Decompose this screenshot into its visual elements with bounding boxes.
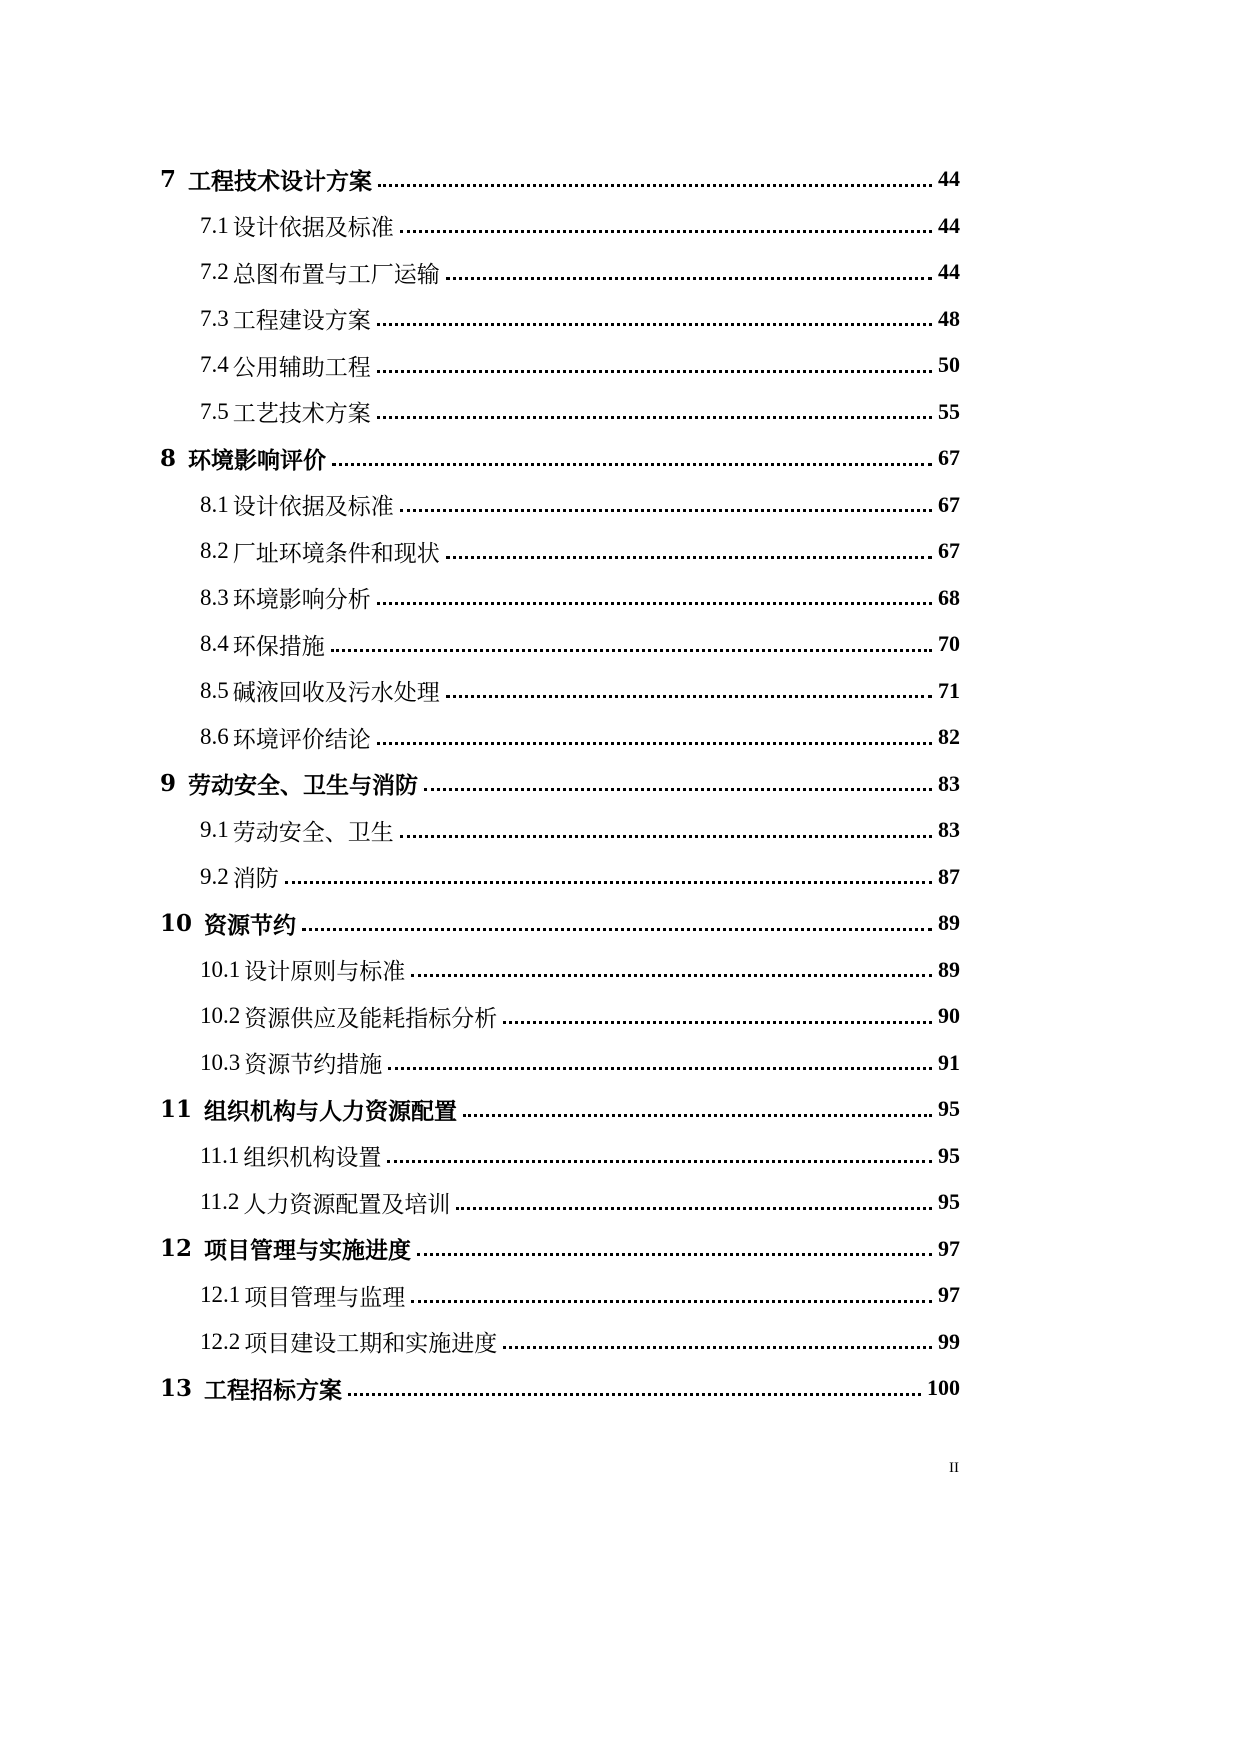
toc-entry-page: 90 [938, 1003, 960, 1029]
toc-entry-page: 67 [938, 491, 960, 517]
toc-entry-page: 97 [938, 1282, 960, 1308]
toc-section-entry[interactable] [160, 575, 960, 622]
dot-leader [503, 1021, 932, 1024]
toc-entry-number: 8.5 [200, 677, 229, 703]
toc-section-entry[interactable] [160, 714, 960, 761]
toc-entry-number: 9.1 [200, 817, 229, 843]
toc-entry-title: 项目管理与监理 [244, 1284, 406, 1311]
toc-section-entry[interactable] [160, 482, 960, 529]
toc-entry-page: 50 [938, 352, 960, 378]
dot-leader [400, 230, 932, 233]
toc-section-entry[interactable] [160, 947, 960, 994]
toc-section-entry[interactable] [160, 528, 960, 575]
toc-entry-title: 公用辅助工程 [232, 354, 371, 381]
toc-entry-page: 89 [938, 956, 960, 982]
table-of-contents [160, 156, 960, 1412]
toc-entry-number: 7.4 [200, 352, 229, 378]
toc-entry-page: 82 [938, 724, 960, 750]
toc-entry-title: 环境影响评价 [188, 446, 327, 474]
toc-entry-number: 7.3 [200, 305, 229, 331]
toc-section-entry[interactable] [160, 621, 960, 668]
toc-entry-title: 组织机构与人力资源配置 [204, 1097, 458, 1125]
dot-leader [285, 881, 932, 884]
dot-leader [503, 1346, 932, 1349]
toc-entry-number: 12.1 [200, 1282, 241, 1308]
toc-section-entry[interactable] [160, 342, 960, 389]
dot-leader [463, 1114, 932, 1117]
toc-entry-title: 环境影响分析 [232, 587, 371, 614]
toc-entry-title: 环保措施 [232, 633, 325, 660]
toc-chapter-entry[interactable] [160, 1226, 960, 1273]
toc-entry-page: 67 [938, 445, 960, 471]
toc-entry-number: 11.1 [200, 1142, 240, 1168]
dot-leader [446, 695, 932, 698]
toc-section-entry[interactable] [160, 249, 960, 296]
toc-entry-number: 13 [160, 1374, 193, 1402]
toc-entry-title: 组织机构设置 [243, 1145, 382, 1172]
toc-entry-page: 95 [938, 1189, 960, 1215]
toc-entry-number: 7.5 [200, 398, 229, 424]
dot-leader [446, 556, 932, 559]
toc-entry-page: 83 [938, 770, 960, 796]
dot-leader [388, 1067, 932, 1070]
toc-section-entry[interactable] [160, 854, 960, 901]
toc-entry-title: 资源节约 [204, 911, 297, 939]
toc-entry-page: 83 [938, 817, 960, 843]
dot-leader [331, 649, 932, 652]
toc-entry-page: 87 [938, 863, 960, 889]
toc-entry-page: 48 [938, 305, 960, 331]
toc-entry-title: 劳动安全、卫生 [232, 819, 394, 846]
toc-entry-title: 设计原则与标准 [244, 959, 406, 986]
toc-section-entry[interactable] [160, 1133, 960, 1180]
toc-entry-title: 总图布置与工厂运输 [232, 261, 440, 288]
dot-leader [378, 184, 932, 187]
toc-entry-page: 100 [927, 1375, 960, 1401]
toc-section-entry[interactable] [160, 296, 960, 343]
dot-leader [332, 463, 932, 466]
toc-chapter-entry[interactable] [160, 156, 960, 203]
toc-chapter-entry[interactable] [160, 1365, 960, 1412]
dot-leader [417, 1253, 932, 1256]
toc-entry-title: 项目管理与实施进度 [204, 1237, 412, 1265]
toc-entry-number: 10.3 [200, 1049, 241, 1075]
toc-section-entry[interactable] [160, 1272, 960, 1319]
toc-section-entry[interactable] [160, 668, 960, 715]
toc-entry-number: 7 [160, 165, 177, 193]
toc-entry-title: 厂址环境条件和现状 [232, 540, 440, 567]
toc-entry-title: 消防 [232, 866, 279, 893]
toc-entry-page: 44 [938, 166, 960, 192]
toc-entry-number: 8.4 [200, 631, 229, 657]
toc-section-entry[interactable] [160, 993, 960, 1040]
toc-entry-title: 设计依据及标准 [232, 494, 394, 521]
toc-section-entry[interactable] [160, 1040, 960, 1087]
dot-leader [446, 277, 932, 280]
toc-entry-title: 工艺技术方案 [232, 401, 371, 428]
toc-entry-title: 项目建设工期和实施进度 [244, 1331, 498, 1358]
toc-section-entry[interactable] [160, 807, 960, 854]
toc-entry-number: 9.2 [200, 863, 229, 889]
toc-entry-number: 7.2 [200, 259, 229, 285]
dot-leader [456, 1207, 932, 1210]
toc-entry-number: 8.2 [200, 538, 229, 564]
toc-entry-page: 70 [938, 631, 960, 657]
toc-entry-number: 10.1 [200, 956, 241, 982]
toc-entry-page: 71 [938, 677, 960, 703]
dot-leader [400, 835, 932, 838]
toc-entry-title: 资源节约措施 [244, 1052, 383, 1079]
dot-leader [377, 370, 932, 373]
dot-leader [400, 509, 932, 512]
toc-entry-number: 11.2 [200, 1189, 240, 1215]
dot-leader [411, 974, 932, 977]
toc-entry-title: 碱液回收及污水处理 [232, 680, 440, 707]
toc-entry-number: 10.2 [200, 1003, 241, 1029]
toc-entry-number: 11 [160, 1095, 193, 1123]
toc-entry-page: 99 [938, 1328, 960, 1354]
toc-entry-title: 工程技术设计方案 [188, 167, 373, 195]
toc-entry-page: 91 [938, 1049, 960, 1075]
toc-entry-page: 89 [938, 910, 960, 936]
toc-entry-title: 人力资源配置及培训 [243, 1191, 451, 1218]
toc-chapter-entry[interactable] [160, 900, 960, 947]
dot-leader [302, 928, 932, 931]
toc-entry-number: 9 [160, 770, 177, 798]
toc-entry-page: 44 [938, 212, 960, 238]
toc-entry-page: 67 [938, 538, 960, 564]
toc-entry-number: 8 [160, 444, 177, 472]
dot-leader [377, 742, 932, 745]
toc-entry-title: 劳动安全、卫生与消防 [188, 772, 419, 800]
toc-entry-page: 95 [938, 1142, 960, 1168]
toc-entry-number: 12 [160, 1235, 193, 1263]
toc-chapter-entry[interactable] [160, 435, 960, 482]
toc-entry-number: 8.1 [200, 491, 229, 517]
toc-entry-title: 工程建设方案 [232, 308, 371, 335]
toc-entry-number: 10 [160, 909, 193, 937]
toc-entry-title: 环境评价结论 [232, 726, 371, 753]
dot-leader [377, 602, 932, 605]
dot-leader [348, 1393, 921, 1396]
toc-entry-title: 资源供应及能耗指标分析 [244, 1005, 498, 1032]
toc-entry-number: 12.2 [200, 1328, 241, 1354]
toc-chapter-entry[interactable] [160, 1086, 960, 1133]
toc-entry-title: 工程招标方案 [204, 1376, 343, 1404]
toc-section-entry[interactable] [160, 203, 960, 250]
toc-section-entry[interactable] [160, 1319, 960, 1366]
dot-leader [424, 788, 932, 791]
toc-entry-page: 95 [938, 1096, 960, 1122]
toc-section-entry[interactable] [160, 1179, 960, 1226]
toc-entry-number: 7.1 [200, 212, 229, 238]
toc-entry-page: 97 [938, 1235, 960, 1261]
toc-section-entry[interactable] [160, 389, 960, 436]
dot-leader [387, 1160, 932, 1163]
page-number: II [949, 1460, 959, 1476]
toc-entry-page: 44 [938, 259, 960, 285]
dot-leader [411, 1300, 932, 1303]
toc-entry-page: 68 [938, 584, 960, 610]
toc-chapter-entry[interactable] [160, 761, 960, 808]
toc-entry-number: 8.3 [200, 584, 229, 610]
dot-leader [377, 323, 932, 326]
toc-entry-title: 设计依据及标准 [232, 215, 394, 242]
dot-leader [377, 416, 932, 419]
toc-entry-page: 55 [938, 398, 960, 424]
toc-entry-number: 8.6 [200, 724, 229, 750]
